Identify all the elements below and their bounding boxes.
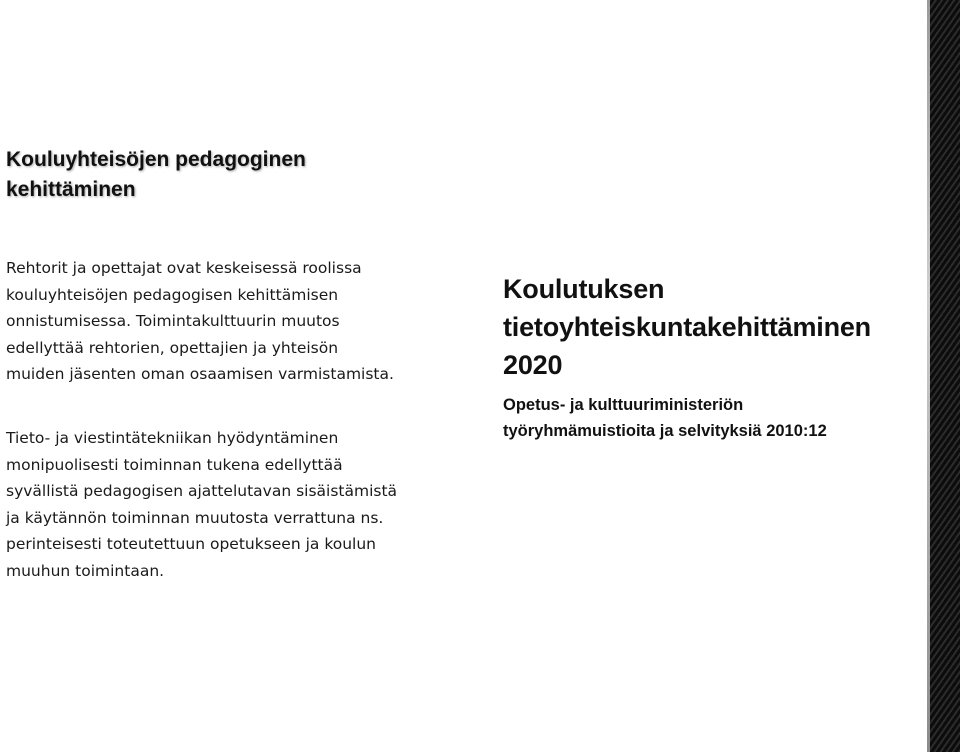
publication-subtitle: Opetus- ja kulttuuriministeriön työryhmämuistioita ja selvityksiä 2010:12 [503,396,827,440]
ict-paragraph: Tieto- ja viestintätekniikan hyödyntäminen monipuolisesti toiminnan tukena edellyttää syvällistä pedagogisen ajattelutavan sisäistämistä ja käytännön toiminnan muutosta verrattuna ns. perinteisesti toteutettuun opetukseen ja koulun muuhun toimintaan. [6,429,398,580]
publication-reference [503,270,923,444]
intro-paragraph: Rehtorit ja opettajat ovat keskeisessä roolissa kouluyhteisöjen pedagogisen kehittämisen onnistumisessa. Toimintakulttuurin muutos edellyttää rehtorien, opettajien ja yhteisön muiden jäsenten oman osaamisen varmistamista. [6,259,394,383]
publication-title: Koulutuksen tietoyhteiskuntakehittäminen 2020 [503,274,871,380]
decorative-edge-band [930,0,960,752]
section-heading: Kouluyhteisöjen pedagoginen kehittäminen [6,148,306,201]
